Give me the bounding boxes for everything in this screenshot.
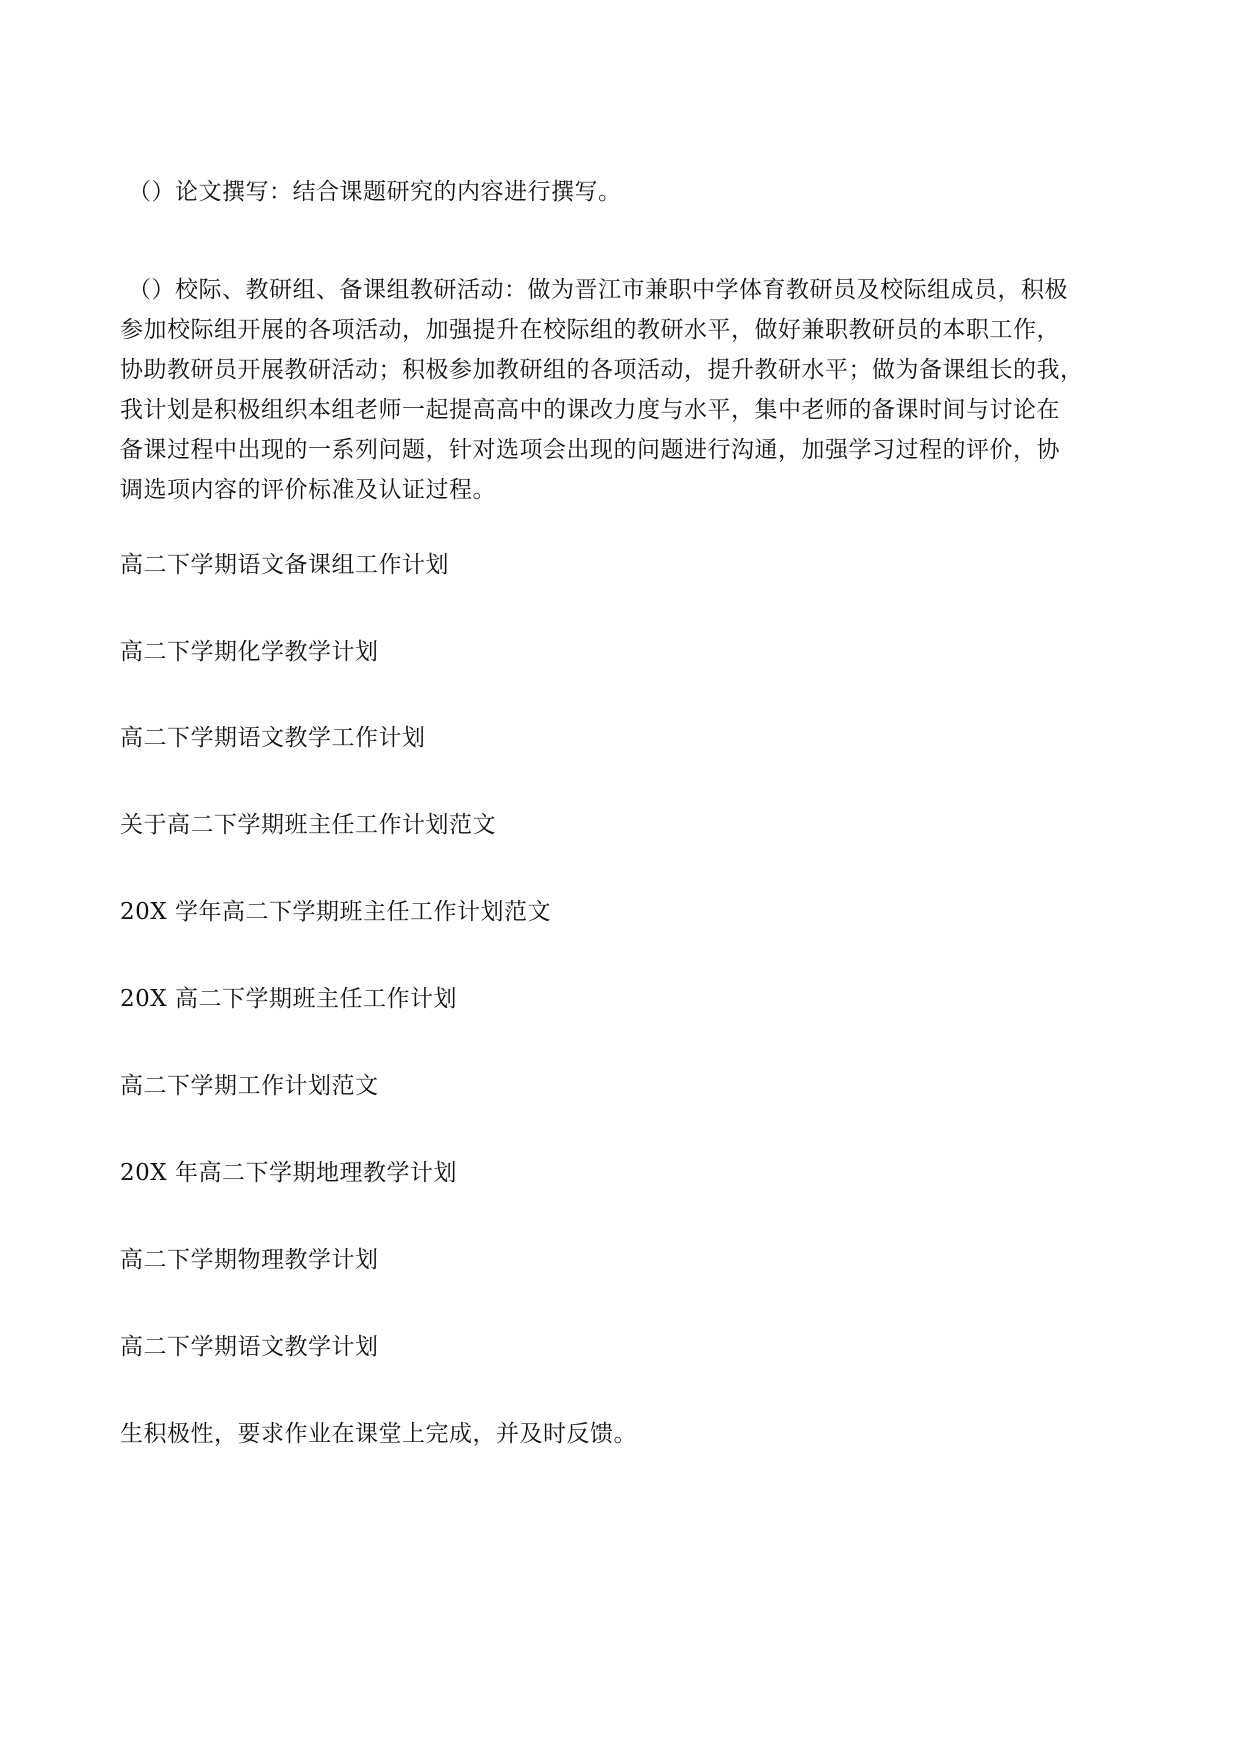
- paragraph-thesis-writing: （）论文撰写：结合课题研究的内容进行撰写。: [128, 179, 622, 205]
- related-article-link[interactable]: 高二下学期物理教学计划: [120, 1247, 379, 1273]
- related-article-link[interactable]: 关于高二下学期班主任工作计划范文: [120, 812, 496, 838]
- paragraph-research-activities: [120, 270, 1130, 510]
- related-article-link[interactable]: 高二下学期化学教学计划: [120, 639, 379, 665]
- paragraph-line: （）校际、教研组、备课组教研活动：做为晋江市兼职中学体育教研员及校际组成员，积极: [128, 277, 1068, 303]
- related-article-link[interactable]: 20X 高二下学期班主任工作计划: [120, 986, 457, 1012]
- paragraph-line: 调选项内容的评价标准及认证过程。: [120, 477, 496, 503]
- related-article-link[interactable]: 高二下学期语文教学工作计划: [120, 725, 426, 751]
- related-article-link[interactable]: 高二下学期语文备课组工作计划: [120, 552, 449, 578]
- paragraph-line: 备课过程中出现的一系列问题，针对选项会出现的问题进行沟通，加强学习过程的评价，协: [120, 437, 1060, 463]
- related-article-link[interactable]: 高二下学期语文教学计划: [120, 1334, 379, 1360]
- closing-paragraph: 生积极性，要求作业在课堂上完成，并及时反馈。: [120, 1421, 637, 1447]
- paragraph-line: 参加校际组开展的各项活动，加强提升在校际组的教研水平，做好兼职教研员的本职工作，: [120, 317, 1060, 343]
- related-article-link[interactable]: 20X 年高二下学期地理教学计划: [120, 1160, 457, 1186]
- related-article-link[interactable]: 高二下学期工作计划范文: [120, 1073, 379, 1099]
- paragraph-line: 我计划是积极组织本组老师一起提高高中的课改力度与水平，集中老师的备课时间与讨论在: [120, 397, 1060, 423]
- paragraph-line: 协助教研员开展教研活动；积极参加教研组的各项活动，提升教研水平；做为备课组长的我，: [120, 357, 1084, 383]
- related-article-link[interactable]: 20X 学年高二下学期班主任工作计划范文: [120, 899, 551, 925]
